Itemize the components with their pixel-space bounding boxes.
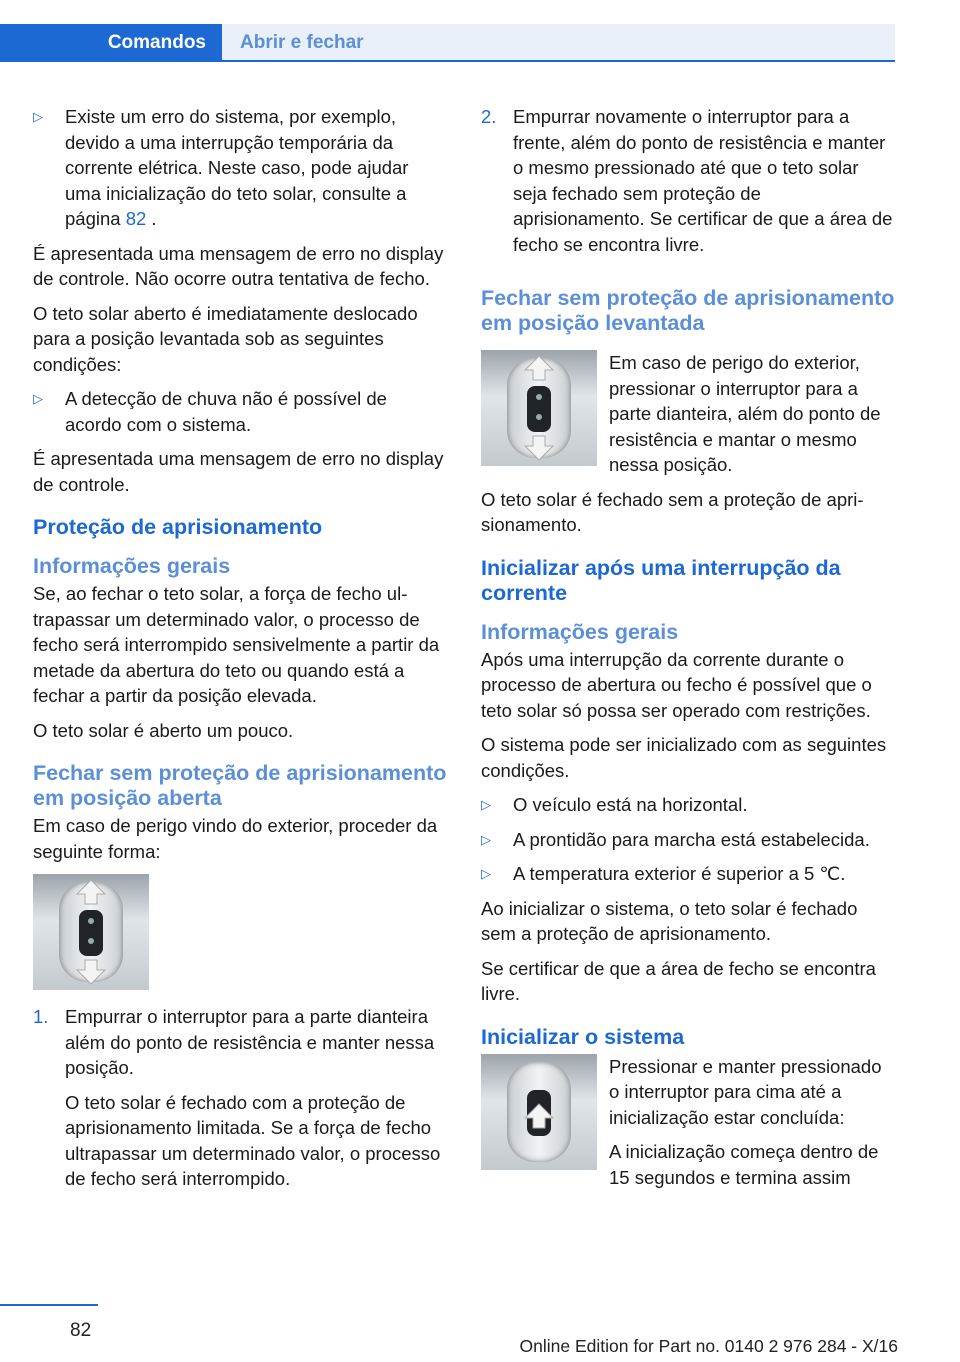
step-number: 2. (481, 106, 497, 127)
subsection-heading: Informações gerais (481, 619, 679, 644)
bullet-triangle-icon: ▷ (481, 866, 491, 881)
right-column (481, 104, 896, 1208)
page-link[interactable]: 82 (125, 208, 147, 229)
page-number: 82 (70, 1320, 92, 1341)
bullet-triangle-icon: ▷ (33, 391, 43, 406)
subsection-heading: Fechar sem proteção de aprisionamento em posição levantada (481, 286, 895, 335)
paragraph: O teto solar aberto é imediatamente deslocado para a posição levantada sob as seguintes condições: (33, 302, 418, 375)
subsection-heading: Fechar sem proteção de aprisionamento em posição aberta (33, 761, 447, 810)
numbered-item (481, 104, 896, 266)
list-item (33, 386, 448, 437)
paragraph: Ao inicializar o sistema, o teto solar é fechado sem a proteção de aprisionamento. (481, 897, 858, 944)
header (0, 0, 895, 60)
switch-illustration-image (33, 874, 149, 990)
bullet-text: A temperatura exterior é superior a 5 ℃. (513, 863, 846, 884)
step-number: 1. (33, 1006, 49, 1027)
paragraph: É apresentada uma mensagem de erro no display de controle. (33, 448, 444, 495)
image-caption-text: Pressionar e manter pressionado o interruptor para cima até a inicialização estar concluída: (609, 1055, 882, 1128)
bullet-text: A prontidão para marcha está estabelecida. (513, 828, 870, 850)
tab-abrir-e-fechar[interactable]: Abrir e fechar (222, 24, 895, 61)
section-heading: Inicializar após uma interrupção da corrente (481, 555, 841, 605)
header-divider (0, 60, 895, 62)
paragraph: É apresentada uma mensagem de erro no display de controle. Não ocorre outra tentativa de fecho. (33, 242, 444, 289)
paragraph: O teto solar é aberto um pouco. (33, 719, 294, 741)
bullet-text: O veículo está na horizontal. (513, 794, 748, 815)
step-text: Empurrar novamente o interruptor para a frente, além do ponto de resistência e manter o mesmo pressionado até que o teto solar seja fechado sem proteção de aprisionamento. Se certificar de que a área de fecho se encontra livre. (513, 106, 893, 255)
section-heading: Inicializar o sistema (481, 1024, 685, 1049)
paragraph: O sistema pode ser inicializado com as seguintes condições. (481, 734, 887, 781)
tab-comandos[interactable]: Comandos (0, 24, 222, 61)
switch-illustration-image (481, 350, 597, 466)
list-item (481, 861, 896, 887)
image-with-text (481, 1054, 896, 1200)
list-item (481, 827, 896, 853)
bullet-text: Existe um erro do sistema, por exemplo, devido a uma interrupção temporária da corrente elétrica. Neste caso, pode ajudar uma inicialização do teto solar, consulte a página (65, 106, 409, 229)
bullet-triangle-icon: ▷ (33, 109, 43, 124)
switch-illustration-image (481, 1054, 597, 1170)
bullet-triangle-icon: ▷ (481, 797, 491, 812)
paragraph: Se, ao fechar o teto solar, a força de fecho ultrapassar um determinado valor, o processo de fecho será interrompido sensivelmente a partir da metade da abertura do teto ou quando está a fechar a partir da posição elevada. (33, 583, 440, 706)
paragraph: Se certificar de que a área de fecho se encontra livre. (481, 957, 876, 1004)
section-heading: Proteção de aprisionamento (33, 515, 323, 539)
edition-text: Online Edition for Part no. 0140 2 976 284 - X/16 (519, 1336, 898, 1356)
step-text: Empurrar o interruptor para a parte dianteira além do ponto de resistência e manter nessa posição. (65, 1006, 435, 1078)
step-text: O teto solar é fechado com a proteção de aprisionamento limitada. Se a força de fecho ultrapassar um determinado valor, o processo de fecho será interrompido. (65, 1091, 441, 1189)
numbered-item (33, 1004, 448, 1201)
paragraph: O teto solar é fechado sem a proteção de aprisionamento. (481, 488, 864, 535)
list-item (481, 792, 896, 818)
image-caption-text: A inicialização começa dentro de 15 segundos e termina assim (609, 1141, 879, 1188)
footer-divider (0, 1304, 98, 1306)
bullet-text: A detecção de chuva não é possível de acordo com o sistema. (65, 388, 387, 435)
paragraph: Em caso de perigo vindo do exterior, proceder da seguinte forma: (33, 815, 438, 862)
list-item (33, 104, 448, 232)
bullet-triangle-icon: ▷ (481, 831, 491, 847)
left-column (33, 104, 448, 1210)
subsection-heading: Informações gerais (33, 554, 231, 578)
paragraph: Após uma interrupção da corrente durante o processo de abertura ou fecho é possível que o teto solar só possa ser operado com restrições. (481, 648, 872, 721)
image-caption-text: Em caso de perigo do exterior, pressionar o interruptor para a parte dianteira, além do ponto de resistência e mantar o mesmo nessa posição. (609, 352, 881, 475)
image-with-text (481, 350, 896, 478)
bullet-end: . (146, 208, 157, 229)
